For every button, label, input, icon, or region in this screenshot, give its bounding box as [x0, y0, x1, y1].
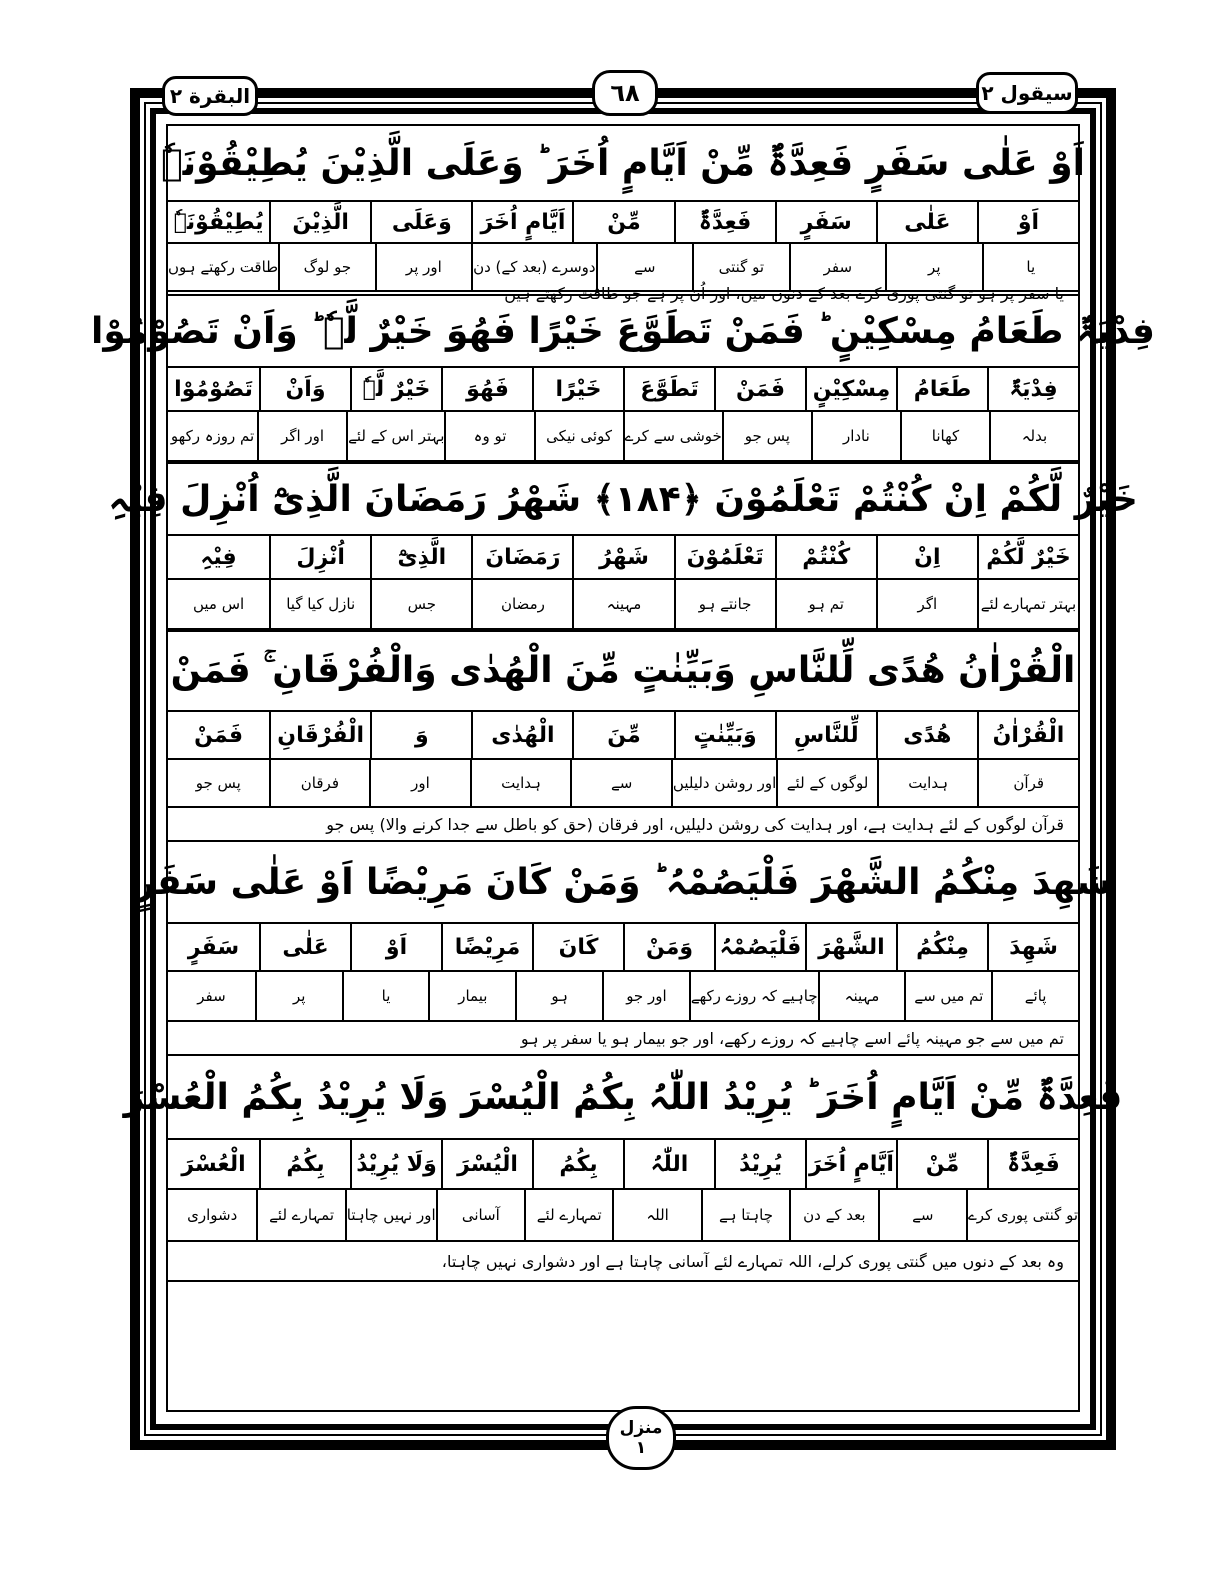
urdu-meaning-cell: سفر — [789, 244, 885, 292]
urdu-meaning-cell: لوگوں کے لئے — [776, 760, 877, 808]
urdu-meaning-cell: چاہتا ہے — [701, 1190, 789, 1242]
arabic-word-cell: مِّنْ — [896, 1140, 987, 1190]
arabic-word-cell: خَیْرٌ لَّکُمْ — [977, 536, 1078, 580]
urdu-meaning-cell: کھانا — [900, 412, 989, 462]
urdu-meaning-cell: جو لوگ — [278, 244, 374, 292]
urdu-translation-line: تم میں سے جو مہینہ پائے اسے چاہیے کہ روزے رکھے، اور جو بیمار ہو یا سفر پر ہو — [168, 1022, 1078, 1056]
arabic-verse-line: اَوْ عَلٰی سَفَرٍ فَعِدَّۃٌ مِّنْ اَیَّامٍ اُخَرَ ؕ وَعَلَی الَّذِیْنَ یُطِیْقُوْنَہٗ — [168, 126, 1078, 202]
arabic-word-row — [168, 368, 1078, 412]
arabic-word-cell: الشَّھْرَ — [805, 924, 896, 972]
urdu-meaning-cell: سفر — [168, 972, 255, 1022]
arabic-word-cell: لِّلنَّاسِ — [775, 712, 876, 760]
urdu-meaning-cell: تمہارے لئے — [524, 1190, 612, 1242]
urdu-meaning-cell: تم میں سے — [904, 972, 991, 1022]
verse-section — [91, 296, 1155, 464]
arabic-word-cell: تَطَوَّعَ — [623, 368, 714, 412]
urdu-meaning-row — [168, 580, 1078, 630]
arabic-word-cell: شَھْرُ — [572, 536, 673, 580]
urdu-meaning-cell: اللہ — [612, 1190, 700, 1242]
urdu-meaning-cell: پر — [255, 972, 342, 1022]
verse-section — [108, 464, 1138, 632]
urdu-meaning-cell: مہینہ — [818, 972, 905, 1022]
urdu-meaning-cell: یا — [982, 244, 1078, 292]
arabic-word-cell: ھُدًی — [876, 712, 977, 760]
arabic-word-cell: عَلٰی — [876, 202, 977, 244]
arabic-word-cell: طَعَامُ — [896, 368, 987, 412]
urdu-meaning-row — [168, 760, 1078, 808]
manzil-label: منزل — [619, 1418, 663, 1438]
urdu-meaning-cell: تمہارے لئے — [256, 1190, 344, 1242]
urdu-meaning-cell: سے — [570, 760, 671, 808]
urdu-meaning-cell: سے — [878, 1190, 966, 1242]
urdu-meaning-cell: تو وہ — [444, 412, 533, 462]
arabic-verse-line: شَھِدَ مِنْکُمُ الشَّھْرَ فَلْیَصُمْہُ ؕ وَمَنْ کَانَ مَرِیْضًا اَوْ عَلٰی سَفَرٍ — [168, 842, 1078, 924]
arabic-word-cell: مِنْکُمُ — [896, 924, 987, 972]
arabic-word-cell: اَیَّامٍ اُخَرَ — [805, 1140, 896, 1190]
arabic-word-cell: الْھُدٰی — [471, 712, 572, 760]
verse-section — [161, 126, 1085, 303]
arabic-word-cell: فَمَنْ — [168, 712, 269, 760]
arabic-word-cell: خَیْرٌ لَّہٗ — [350, 368, 441, 412]
arabic-verse-line: خَیْرٌ لَّکُمْ اِنْ کُنْتُمْ تَعْلَمُوْنَ ﴿۱۸۴﴾ شَھْرُ رَمَضَانَ الَّذِیْٓ اُنْزِلَ فِیْہِ — [168, 464, 1078, 536]
arabic-word-cell: اَوْ — [350, 924, 441, 972]
urdu-meaning-cell: پائے — [991, 972, 1078, 1022]
arabic-word-cell: بِکُمُ — [532, 1140, 623, 1190]
arabic-word-cell: وَلَا یُرِیْدُ — [350, 1140, 441, 1190]
arabic-word-cell: الْعُسْرَ — [168, 1140, 259, 1190]
urdu-meaning-cell: مہینہ — [572, 580, 673, 630]
arabic-word-cell: کَانَ — [532, 924, 623, 972]
urdu-meaning-cell: سے — [596, 244, 692, 292]
arabic-word-cell: کُنْتُمْ — [775, 536, 876, 580]
urdu-meaning-row — [168, 972, 1078, 1022]
urdu-meaning-cell: چاہیے کہ روزے رکھے — [689, 972, 818, 1022]
urdu-meaning-row — [168, 1190, 1078, 1242]
verse-section — [123, 1056, 1123, 1282]
arabic-word-cell: وَبَیِّنٰتٍ — [674, 712, 775, 760]
arabic-word-cell: مِسْکِیْنٍ — [805, 368, 896, 412]
verse-section — [134, 842, 1112, 1056]
arabic-word-cell: شَھِدَ — [987, 924, 1078, 972]
urdu-meaning-cell: پس جو — [722, 412, 811, 462]
arabic-word-cell: سَفَرٍ — [775, 202, 876, 244]
urdu-meaning-cell: قرآن — [977, 760, 1078, 808]
urdu-meaning-cell: طاقت رکھتے ہوں — [168, 244, 278, 292]
urdu-meaning-cell: بدلہ — [989, 412, 1078, 462]
urdu-meaning-cell: بہتر تمہارے لئے — [977, 580, 1078, 630]
arabic-word-cell: عَلٰی — [259, 924, 350, 972]
arabic-word-cell: اُنْزِلَ — [269, 536, 370, 580]
urdu-meaning-cell: ہو — [515, 972, 602, 1022]
urdu-meaning-cell: اور اگر — [257, 412, 346, 462]
arabic-word-cell: اِنْ — [876, 536, 977, 580]
urdu-meaning-cell: اور روشن دلیلیں — [671, 760, 776, 808]
urdu-meaning-cell: اور پر — [375, 244, 471, 292]
arabic-word-row — [168, 712, 1078, 760]
arabic-verse-line: فَعِدَّۃٌ مِّنْ اَیَّامٍ اُخَرَ ؕ یُرِیْدُ اللّٰہُ بِکُمُ الْیُسْرَ وَلَا یُرِیْدُ بِکُمُ الْعُسْرَ — [168, 1056, 1078, 1140]
arabic-word-cell: فَعِدَّۃٌ — [987, 1140, 1078, 1190]
arabic-word-row — [168, 536, 1078, 580]
arabic-word-cell: وَاَنْ — [259, 368, 350, 412]
urdu-meaning-cell: فرقان — [269, 760, 370, 808]
arabic-word-cell: مِّنْ — [572, 202, 673, 244]
arabic-word-row — [168, 924, 1078, 972]
verse-section — [168, 632, 1078, 842]
urdu-meaning-cell: ہدایت — [877, 760, 978, 808]
arabic-word-cell: یُرِیْدُ — [714, 1140, 805, 1190]
manzil-number: ۱ — [635, 1438, 647, 1458]
urdu-meaning-cell: پس جو — [168, 760, 269, 808]
arabic-word-cell: فَعِدَّۃٌ — [674, 202, 775, 244]
urdu-meaning-cell: جانتے ہو — [674, 580, 775, 630]
arabic-word-cell: الَّذِیْٓ — [370, 536, 471, 580]
arabic-word-cell: فَمَنْ — [714, 368, 805, 412]
arabic-word-cell: وَمَنْ — [623, 924, 714, 972]
urdu-meaning-cell: نازل کیا گیا — [269, 580, 370, 630]
arabic-word-cell: الْیُسْرَ — [441, 1140, 532, 1190]
arabic-word-cell: تَعْلَمُوْنَ — [674, 536, 775, 580]
manzil-badge — [606, 1406, 676, 1470]
urdu-meaning-cell: دوسرے (بعد کے) دن — [471, 244, 595, 292]
urdu-meaning-row — [168, 412, 1078, 462]
urdu-meaning-cell: رمضان — [471, 580, 572, 630]
arabic-word-cell: سَفَرٍ — [168, 924, 259, 972]
arabic-word-cell: یُطِیْقُوْنَہٗ — [168, 202, 269, 244]
urdu-meaning-cell: تم ہو — [775, 580, 876, 630]
arabic-verse-line: فِدْیَۃٌ طَعَامُ مِسْکِیْنٍ ؕ فَمَنْ تَطَوَّعَ خَیْرًا فَھُوَ خَیْرٌ لَّہٗ ؕ وَاَنْ تَصُوْمُوْا — [168, 296, 1078, 368]
arabic-word-row — [168, 202, 1078, 244]
arabic-word-cell: بِکُمُ — [259, 1140, 350, 1190]
surah-name-tab: البقرة ۲ — [162, 76, 258, 116]
urdu-meaning-cell: اور نہیں چاہتا — [345, 1190, 436, 1242]
arabic-word-cell: خَیْرًا — [532, 368, 623, 412]
arabic-word-cell: الَّذِیْنَ — [269, 202, 370, 244]
arabic-word-cell: فَھُوَ — [441, 368, 532, 412]
urdu-meaning-cell: آسانی — [436, 1190, 524, 1242]
urdu-translation-line: وہ بعد کے دنوں میں گنتی پوری کرلے، اللہ تمہارے لئے آسانی چاہتا ہے اور دشواری نہیں چاہتا، — [168, 1242, 1078, 1282]
arabic-word-cell: رَمَضَانَ — [471, 536, 572, 580]
urdu-meaning-cell: اگر — [876, 580, 977, 630]
urdu-meaning-cell: اور جو — [602, 972, 689, 1022]
urdu-meaning-cell: پر — [885, 244, 981, 292]
urdu-meaning-cell: یا — [342, 972, 429, 1022]
arabic-word-cell: مَرِیْضًا — [441, 924, 532, 972]
arabic-verse-line: الْقُرْاٰنُ ھُدًی لِّلنَّاسِ وَبَیِّنٰتٍ مِّنَ الْھُدٰی وَالْفُرْقَانِ ۚ فَمَنْ — [168, 632, 1078, 712]
arabic-word-cell: مِّنَ — [572, 712, 673, 760]
urdu-translation-line: قرآن لوگوں کے لئے ہدایت ہے، اور ہدایت کی روشن دلیلیں، اور فرقان (حق کو باطل سے جدا کرنے والا) پس جو — [168, 808, 1078, 842]
urdu-meaning-cell: خوشی سے کرے — [623, 412, 722, 462]
arabic-word-cell: فَلْیَصُمْہُ — [714, 924, 805, 972]
urdu-meaning-cell: نادار — [811, 412, 900, 462]
arabic-word-cell: فِدْیَۃٌ — [987, 368, 1078, 412]
urdu-meaning-cell: جس — [370, 580, 471, 630]
arabic-word-cell: وَ — [370, 712, 471, 760]
urdu-meaning-cell: تم روزہ رکھو — [168, 412, 257, 462]
arabic-word-cell: اَوْ — [977, 202, 1078, 244]
arabic-word-cell: اللّٰہُ — [623, 1140, 714, 1190]
urdu-meaning-cell: تو گنتی پوری کرے — [966, 1190, 1078, 1242]
arabic-word-cell: تَصُوْمُوْا — [168, 368, 259, 412]
page-number: ٦٨ — [592, 70, 658, 116]
urdu-translation-line: یا سفر پر ہو تو گنتی پوری کرے بعد کے دنوں میں، اور اُن پر ہے جو طاقت رکھتے ہیں — [168, 292, 1078, 296]
urdu-meaning-cell: کوئی نیکی — [534, 412, 623, 462]
arabic-word-cell: الْفُرْقَانِ — [269, 712, 370, 760]
arabic-word-cell: الْقُرْاٰنُ — [977, 712, 1078, 760]
urdu-meaning-cell: بیمار — [428, 972, 515, 1022]
urdu-meaning-cell: بہتر اس کے لئے — [346, 412, 444, 462]
urdu-meaning-cell: اور — [369, 760, 470, 808]
arabic-word-cell: وَعَلَی — [370, 202, 471, 244]
arabic-word-cell: فِیْہِ — [168, 536, 269, 580]
arabic-word-row — [168, 1140, 1078, 1190]
urdu-meaning-cell: تو گنتی — [692, 244, 788, 292]
urdu-meaning-cell: اس میں — [168, 580, 269, 630]
urdu-meaning-cell: بعد کے دن — [789, 1190, 877, 1242]
urdu-meaning-cell: دشواری — [168, 1190, 256, 1242]
urdu-meaning-cell: ہدایت — [470, 760, 571, 808]
para-name-tab: سیقول ۲ — [976, 72, 1078, 114]
arabic-word-cell: اَیَّامٍ اُخَرَ — [471, 202, 572, 244]
